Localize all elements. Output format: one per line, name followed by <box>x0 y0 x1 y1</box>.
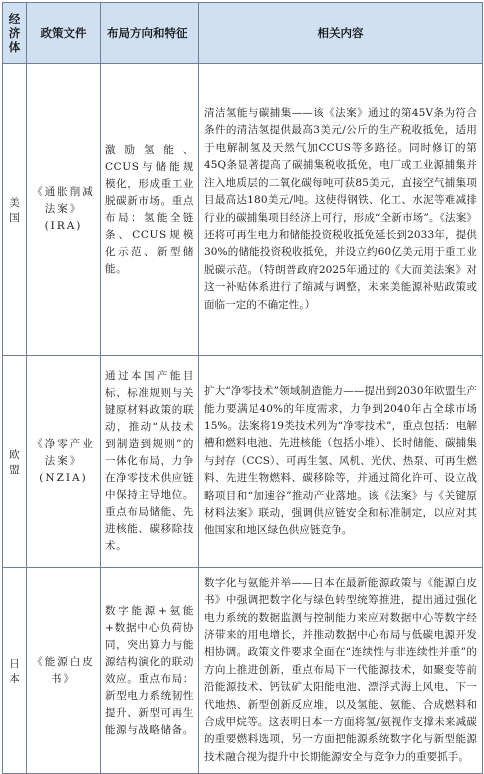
row-country: 美 国 <box>3 64 27 356</box>
policy-comparison-table <box>2 2 483 774</box>
row-layout: 数字能源+氨能+数据中心负荷协同，突出算力与能源结构演化的联动效应。重点布局：新型电力系统韧性提升、新型可再生能源与战略储备。 <box>101 568 199 774</box>
row-policy: 《能源白皮书》 <box>27 568 101 774</box>
row-layout: 激励氢能、CCUS与储能规模化，形成重工业脱碳新市场。重点布局：氢能全链条、CCUS规模化示范、新型储能。 <box>101 64 199 356</box>
header-country-line1: 经济 <box>8 12 21 40</box>
row-content: 扩大“净零技术”领域制造能力——提出到2030年欧盟生产能力要满足40%的年度需求，力争到2040年占全球市场15%。法案将19类技术列为“净零技术”，重点包括：电解槽和燃料电池、先进核能（包括小堆）、长时储能、碳捕集与封存（CCS）、可再生氢、风机、光伏、热泵、可再生燃料、先进生物燃料、碳移除等，并通过简化许可、设立战略项目和“加速谷”推动产业落地。该《法案》与《关键原材料法案》联动，强调供应链安全和标准制定，以应对其他国家和地区绿色供应链竞争。 <box>199 356 483 568</box>
row-layout: 通过本国产能目标、标准规则与关键原材料政策的联动，推动“从技术到制造到规则”的一体化布局，力争在净零技术供应链中保持主导地位。重点布局储能、先进核能、碳移除技术。 <box>101 356 199 568</box>
row-content: 清洁氢能与碳捕集——该《法案》通过的第45V条为符合条件的清洁氢提供最高3美元/公斤的生产税收抵免，适用于电解制氢及天然气加CCUS等多路径。同时修订的第45Q条显著提高了碳捕集税收抵免，电厂或工业源捕集并注入地质层的二氧化碳每吨可获85美元，直接空气捕集项目最高达180美元/吨。这使得钢铁、化工、水泥等难减排行业的碳捕集项目经济上可行，形成“全新市场”。《法案》还将可再生电力和储能投资税收抵免延长到2033年，提供30%的储能投资税收抵免，并设立约60亿美元用于重工业脱碳示范。（特朗普政府2025年通过的《大而美法案》对这一补贴体系进行了缩减与调整，未来美能源补贴政策或面临一定的不确定性。） <box>199 64 483 356</box>
table-header-row <box>3 3 483 64</box>
header-country-line2: 体 <box>8 40 21 54</box>
row-content: 数字化与氨能并举——日本在最新能源政策与《能源白皮书》中强调把数字化与绿色转型统筹推进，提出通过强化电力系统的数据监测与控制能力来应对数据中心等数字经济带来的用电增长，并推动数据中心布局与低碳电源开发相协调。政策文件要求全面在“连续性与非连续性并重”的方向上推进创新，重点布局下一代能源技术，如聚变等前沿能源技术、钙钛矿太阳能电池、漂浮式海上风电、下一代地热、新型创新反应堆，以及氢能、氨能、合成燃料和合成甲烷等。这表明日本一方面将氢/氨视作支撑未来减碳的重要燃料选项，另一方面把能源系统数字化与新型能源技术融合视为提升中长期能源安全与竞争力的重要抓手。 <box>199 568 483 774</box>
header-content: 相关内容 <box>199 3 483 64</box>
table-row <box>3 568 483 774</box>
row-policy: 《净零产业法案》(NZIA) <box>27 356 101 568</box>
row-policy: 《通胀削减法案》(IRA) <box>27 64 101 356</box>
row-country: 日 本 <box>3 568 27 774</box>
header-policy: 政策文件 <box>27 3 101 64</box>
header-layout: 布局方向和特征 <box>101 3 199 64</box>
table-row <box>3 64 483 356</box>
header-country <box>3 3 27 64</box>
table-row <box>3 356 483 568</box>
row-country: 欧 盟 <box>3 356 27 568</box>
